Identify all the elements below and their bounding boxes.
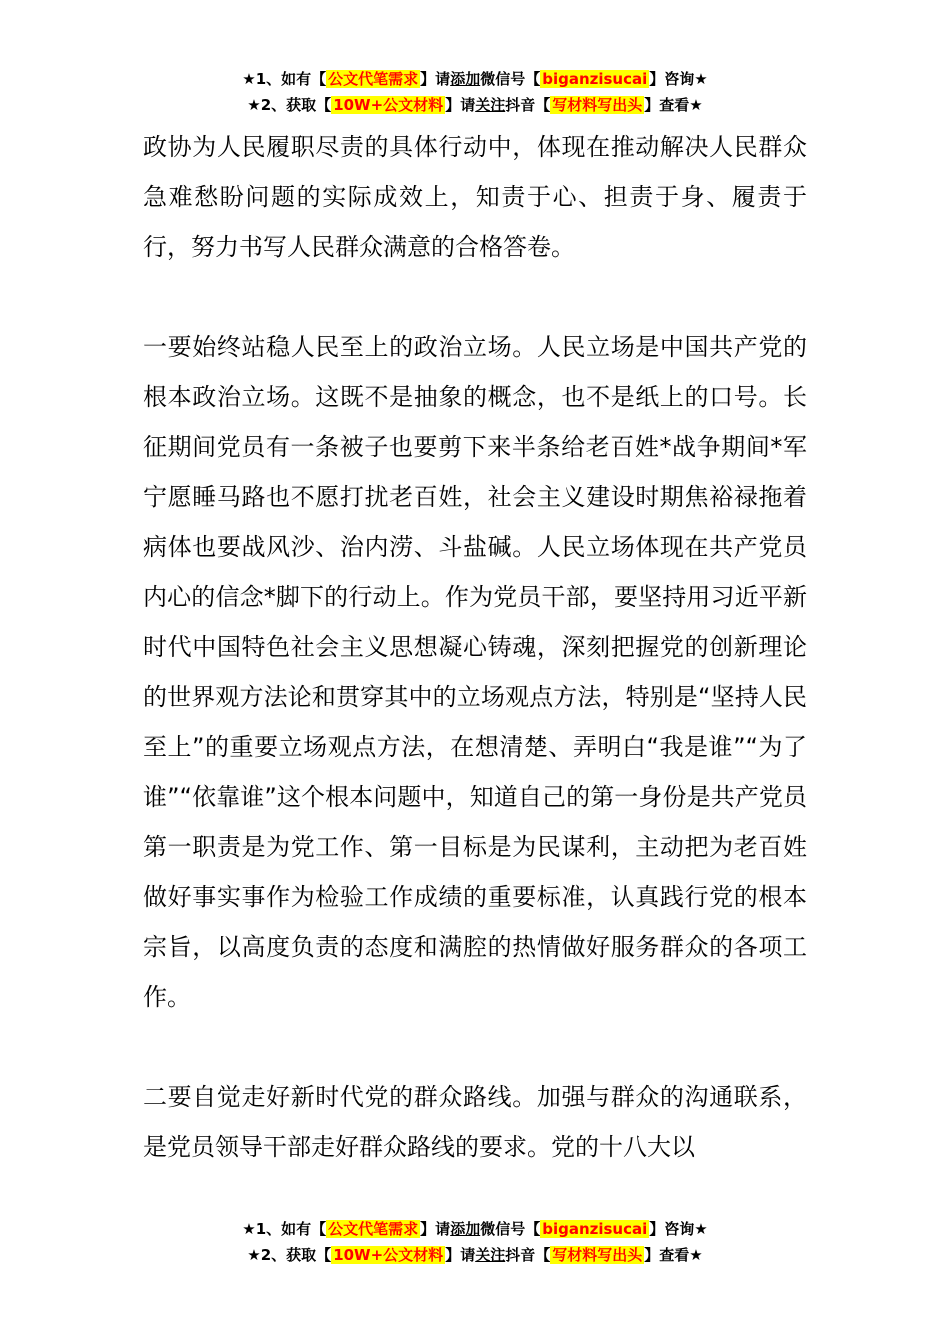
highlight-materials: 10W+公文材料 xyxy=(333,96,444,114)
banner-line-2 xyxy=(0,92,950,118)
underlined-text: 添加 xyxy=(450,1220,481,1238)
banner-text: 】请 xyxy=(420,70,451,88)
paragraph: 政协为人民履职尽责的具体行动中，体现在推动解决人民群众急难愁盼问题的实际成效上，知责于心、担责于身、履责于行，努力书写人民群众满意的合格答卷。 xyxy=(143,133,807,261)
highlight-wechat-id: biganzisucai xyxy=(542,70,648,88)
banner-text: 】请 xyxy=(420,1220,451,1238)
banner-text: 】请 xyxy=(445,96,476,114)
banner-text: 】请 xyxy=(445,1246,476,1264)
highlight-wechat-id: biganzisucai xyxy=(542,1220,648,1238)
paragraph-gap xyxy=(143,1022,807,1072)
banner-line-1 xyxy=(0,1216,950,1242)
banner-text: 抖音【 xyxy=(505,1246,551,1264)
banner-text: ★2、获取【 xyxy=(247,96,332,114)
banner-text: 微信号【 xyxy=(480,1220,541,1238)
banner-text: 微信号【 xyxy=(480,70,541,88)
paragraph-gap xyxy=(143,272,807,322)
underlined-text: 关注 xyxy=(475,1246,506,1264)
banner-text: 】查看★ xyxy=(644,1246,703,1264)
paragraph: 二要自觉走好新时代党的群众路线。加强与群众的沟通联系，是党员领导干部走好群众路线的要求。党的十八大以 xyxy=(143,1083,807,1161)
header-banner xyxy=(0,66,950,118)
footer-banner xyxy=(0,1216,950,1268)
highlight-douyin-account: 写材料写出头 xyxy=(552,96,643,114)
banner-text: 】查看★ xyxy=(644,96,703,114)
underlined-text: 添加 xyxy=(450,70,481,88)
banner-line-1 xyxy=(0,66,950,92)
paragraph: 一要始终站稳人民至上的政治立场。人民立场是中国共产党的根本政治立场。这既不是抽象的概念，也不是纸上的口号。长征期间党员有一条被子也要剪下来半条给老百姓*战争期间*军宁愿睡马路也不愿打扰老百姓，社会主义建设时期焦裕禄拖着病体也要战风沙、治内涝、斗盐碱。人民立场体现在共产党员内心的信念*脚下的行动上。作为党员干部，要坚持用习近平新时代中国特色社会主义思想凝心铸魂，深刻把握党的创新理论的世界观方法论和贯穿其中的立场观点方法，特别是“坚持人民至上”的重要立场观点方法，在想清楚、弄明白“我是谁”“为了谁”“依靠谁”这个根本问题中，知道自己的第一身份是共产党员第一职责是为党工作、第一目标是为民谋利，主动把为老百姓做好事实事作为检验工作成绩的重要标准，认真践行党的根本宗旨，以高度负责的态度和满腔的热情做好服务群众的各项工作。 xyxy=(143,333,807,1011)
document-body xyxy=(143,122,807,1172)
banner-line-2 xyxy=(0,1242,950,1268)
banner-text: ★1、如有【 xyxy=(242,1220,327,1238)
banner-text: ★2、获取【 xyxy=(247,1246,332,1264)
banner-text: ★1、如有【 xyxy=(242,70,327,88)
banner-text: 】咨询★ xyxy=(649,1220,708,1238)
banner-text: 】咨询★ xyxy=(649,70,708,88)
highlight-service: 公文代笔需求 xyxy=(328,1220,419,1238)
underlined-text: 关注 xyxy=(475,96,506,114)
highlight-douyin-account: 写材料写出头 xyxy=(552,1246,643,1264)
highlight-service: 公文代笔需求 xyxy=(328,70,419,88)
highlight-materials: 10W+公文材料 xyxy=(333,1246,444,1264)
banner-text: 抖音【 xyxy=(505,96,551,114)
